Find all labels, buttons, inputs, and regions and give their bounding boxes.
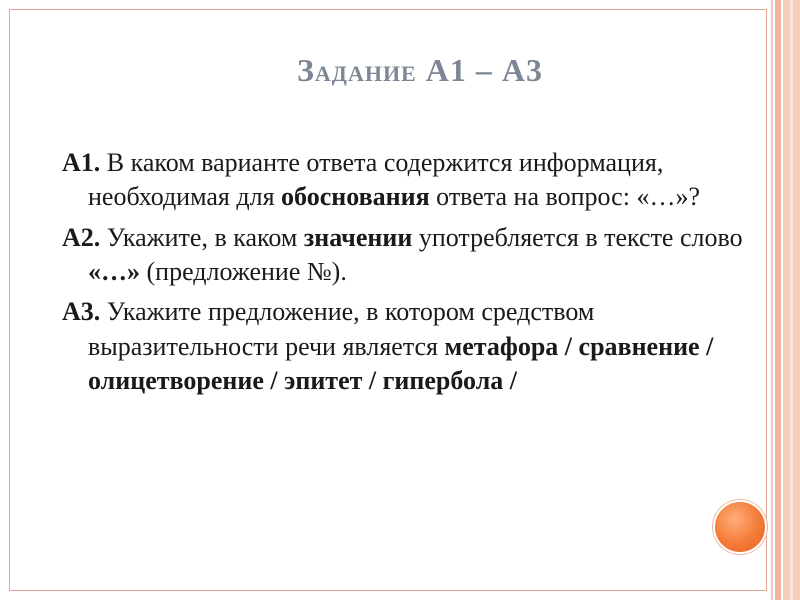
task-keyword: обоснования bbox=[281, 182, 430, 212]
decor-stripe bbox=[775, 0, 781, 600]
task-item-a3 bbox=[62, 295, 762, 398]
task-keyword: метафора / сравнение / олицетворение / эпитет / гипербола / bbox=[88, 331, 714, 395]
task-text: В каком варианте ответа содержится информация, необходимая для bbox=[88, 148, 664, 212]
task-list bbox=[62, 146, 762, 404]
task-text: Укажите, в каком bbox=[100, 222, 304, 252]
task-text: (предложение №). bbox=[140, 256, 347, 286]
task-item-a2 bbox=[62, 221, 762, 290]
task-item-a1 bbox=[62, 146, 762, 215]
decor-orb bbox=[713, 500, 767, 554]
slide-title: Задание А1 – А3 bbox=[297, 52, 543, 88]
decor-stripe bbox=[771, 0, 773, 600]
decor-stripe bbox=[790, 0, 793, 600]
task-label: А1. bbox=[62, 148, 101, 177]
task-keyword: «…» bbox=[88, 256, 140, 286]
task-text: Укажите предложение, в котором средством выразительности речи является bbox=[88, 297, 595, 361]
task-text: употребляется в тексте слово bbox=[412, 222, 743, 252]
task-text: ответа на вопрос: «…»? bbox=[429, 182, 700, 212]
task-label: А3. bbox=[62, 297, 101, 327]
task-keyword: значении bbox=[303, 222, 413, 252]
task-label: А2. bbox=[62, 222, 101, 252]
